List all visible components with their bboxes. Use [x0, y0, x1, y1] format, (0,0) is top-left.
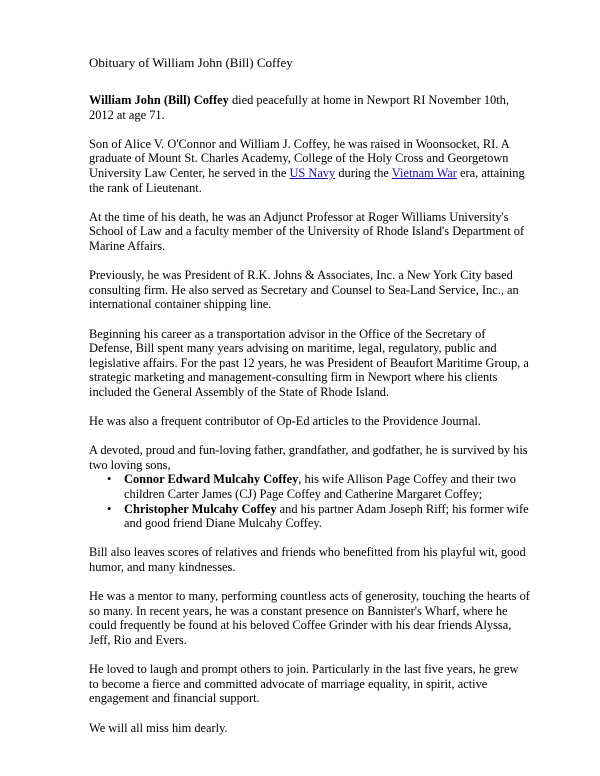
survivors-list [89, 472, 530, 530]
paragraph-mentor: He was a mentor to many, performing countless acts of generosity, touching the hearts of so many. In recent years, he was a constant presence on Bannister's Wharf, where he could frequently be found at his beloved Coffee Grinder with his dear friends Alyssa, Jeff, Rio and Evers. [89, 589, 530, 647]
survivor-details: and his partner Adam Joseph Riff; his former wife and good friend Diane Mulcahy Coffey. [124, 501, 529, 531]
early-life-text-2: during the [335, 165, 392, 180]
link-vietnam-war[interactable]: Vietnam War [391, 165, 457, 180]
early-life-text-3: era, attaining the rank of Lieutenant. [89, 165, 525, 195]
survivor-name: Christopher Mulcahy Coffey [124, 501, 277, 516]
paragraph-death-notice [89, 93, 530, 122]
paragraph-relatives: Bill also leaves scores of relatives and friends who benefitted from his playful wit, good humor, and many kindnesses. [89, 545, 526, 574]
paragraph-career-beginning: Beginning his career as a transportation advisor in the Office of the Secretary of Defense, Bill spent many years advising on maritime, legal, regulatory, public and legislative affairs. For the past 12 years, he was President of Beaufort Maritime Group, a strategic marketing and management-consulting firm in Newport where his clients included the General Assembly of the State of Rhode Island. [89, 326, 529, 399]
bullet-icon: • [107, 501, 112, 516]
paragraph-closing: We will all miss him dearly. [89, 720, 228, 735]
list-item [107, 502, 530, 531]
paragraph-early-life [89, 137, 530, 195]
paragraph-op-ed: He was also a frequent contributor of Op-Ed articles to the Providence Journal. [89, 414, 481, 429]
early-life-text-1: Son of Alice V. O'Connor and William J. Coffey, he was raised in Woonsocket, RI. A graduate of Mount St. Charles Academy, College of the Holy Cross and Georgetown University Law Center, he served in the [89, 136, 510, 180]
survivor-name: Connor Edward Mulcahy Coffey [124, 472, 299, 487]
paragraph-survivors-intro: A devoted, proud and fun-loving father, grandfather, and godfather, he is survived by his two loving sons, [89, 443, 528, 472]
paragraph-academic: At the time of his death, he was an Adjunct Professor at Roger Williams University's School of Law and a faculty member of the University of Rhode Island's Department of Marine Affairs. [89, 209, 525, 253]
paragraph-previous-career: Previously, he was President of R.K. Johns & Associates, Inc. a New York City based consulting firm. He also served as Secretary and Counsel to Sea-Land Service, Inc., an international container shipping line. [89, 268, 519, 312]
paragraph-advocacy: He loved to laugh and prompt others to join. Particularly in the last five years, he grew to become a fierce and committed advocate of marriage equality, in spirit, active engagement and financial support. [89, 662, 519, 706]
survivor-details: , his wife Allison Page Coffey and their two children Carter James (CJ) Page Coffey and Catherine Margaret Coffey; [124, 472, 516, 502]
link-us-navy[interactable]: US Navy [289, 165, 336, 180]
list-item [107, 472, 530, 501]
deceased-name: William John (Bill) Coffey [89, 93, 229, 107]
bullet-icon: • [107, 472, 112, 487]
document-title: Obituary of William John (Bill) Coffey [89, 55, 293, 70]
death-notice-text: died peacefully at home in Newport RI November 10th, 2012 at age 71. [89, 93, 509, 122]
